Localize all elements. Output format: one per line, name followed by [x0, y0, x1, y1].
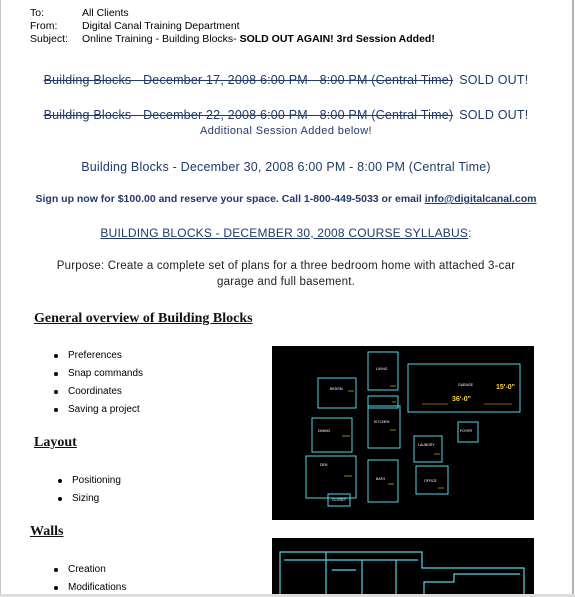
room-label: DINING: [318, 429, 331, 433]
list-item: Saving a project: [54, 401, 143, 419]
syllabus-colon: :: [468, 226, 472, 240]
syllabus-title: BUILDING BLOCKS - DECEMBER 30, 2008 COURSE SYLLABUS: [100, 226, 469, 240]
list-item: Creation: [54, 561, 126, 579]
room-label: LAUNDRY: [418, 443, 435, 447]
layout-list: [58, 472, 121, 508]
session-2-note: Additional Session Added below!: [199, 125, 372, 137]
email-from-row: [30, 19, 240, 33]
to-value: All Clients: [82, 7, 129, 19]
session-2-status: SOLD OUT!: [459, 108, 529, 122]
signup-line: [0, 193, 572, 205]
list-item: Positioning: [58, 472, 121, 490]
list-item: Snap commands: [54, 365, 143, 383]
floor-plan-walls-image: [272, 538, 534, 594]
syllabus-heading: [0, 226, 572, 240]
list-item: Sizing: [58, 490, 121, 508]
session-2: [0, 108, 572, 122]
room-label: KITCHEN: [374, 420, 390, 424]
section-general-overview-title: General overview of Building Blocks: [34, 311, 253, 326]
room-label: DEN: [320, 463, 328, 467]
session-3: Building Blocks - December 30, 2008 6:00 PM - 8:00 PM (Central Time): [81, 160, 491, 174]
session-1: [0, 73, 572, 87]
room-block: [368, 352, 398, 390]
list-item: Preferences: [54, 347, 143, 365]
subject-label: Subject:: [30, 33, 68, 45]
room-block: [368, 406, 400, 448]
from-value: Digital Canal Training Department: [82, 20, 240, 32]
window-left-edge: [0, 0, 1, 597]
floor-plan-blocks-image: [272, 346, 534, 520]
room-block: [368, 460, 398, 502]
window-right-edge: [572, 0, 574, 597]
list-item: Modifications: [54, 579, 126, 597]
garage-dimension-height: 15'-0": [496, 384, 515, 391]
section-layout-title: Layout: [34, 435, 77, 450]
purpose-line-1: Purpose: Create a complete set of plans for a three bedroom home with attached 3-car: [56, 260, 516, 272]
general-overview-list: [54, 347, 143, 419]
room-block: [306, 456, 356, 498]
subject-value: Online Training - Building Blocks-: [82, 33, 237, 45]
purpose-line-2: garage and full basement.: [217, 276, 355, 288]
session-1-status: SOLD OUT!: [459, 73, 529, 87]
session-2-text: Building Blocks - December 22, 2008 6:00 PM - 8:00 PM (Central Time): [43, 108, 454, 122]
signup-email-link[interactable]: info@digitalcanal.com: [424, 193, 537, 205]
room-block: [312, 418, 352, 452]
room-label: BEDRM: [330, 387, 343, 391]
session-1-text: Building Blocks - December 17, 2008 6:00 PM - 8:00 PM (Central Time): [43, 73, 454, 87]
room-label: BATH: [376, 477, 386, 481]
to-label: To:: [30, 7, 45, 19]
room-block: [318, 378, 356, 408]
floor-plan-walls-svg: [272, 538, 534, 594]
room-block: [414, 436, 442, 462]
garage-dimension-width: 36'-0": [452, 396, 471, 403]
signup-text: Sign up now for $100.00 and reserve your space. Call 1-800-449-5033 or email: [35, 193, 422, 205]
from-label: From:: [30, 20, 58, 32]
room-label: GARAGE: [458, 383, 473, 387]
walls-list: [54, 561, 126, 597]
list-item: Coordinates: [54, 383, 143, 401]
subject-bold: SOLD OUT AGAIN! 3rd Session Added!: [239, 33, 435, 45]
room-label: FOYER: [460, 429, 473, 433]
email-subject-row: [30, 32, 435, 46]
email-to-row: [30, 6, 129, 20]
room-label: LIVING: [376, 367, 388, 371]
room-label: CLOSET: [332, 498, 347, 502]
section-walls-title: Walls: [30, 524, 64, 539]
floor-plan-blocks-svg: [272, 346, 534, 520]
room-label: OFFICE: [424, 479, 437, 483]
